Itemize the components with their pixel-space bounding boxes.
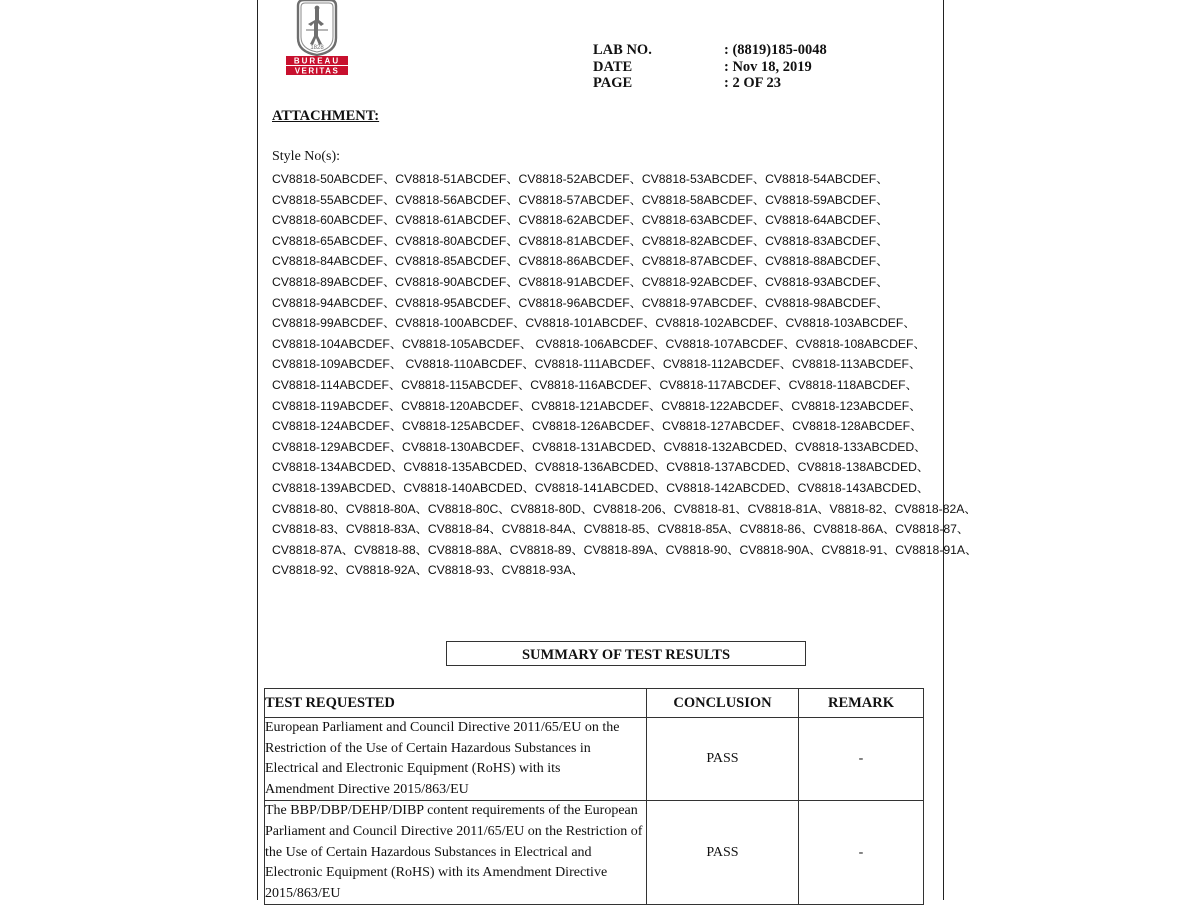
style-line: CV8818-87A、CV8818-88、CV8818-88A、CV8818-89、CV8818-89A、CV8818-90、CV8818-90A、CV8818-91、CV8818-91A、 xyxy=(272,542,978,557)
test-line: The BBP/DBP/DEHP/DIBP content requirements of the European xyxy=(265,803,638,819)
style-line: CV8818-94ABCDEF、CV8818-95ABCDEF、CV8818-96ABCDEF、CV8818-97ABCDEF、CV8818-98ABCDEF、 xyxy=(272,295,889,310)
style-line: CV8818-129ABCDEF、CV8818-130ABCDEF、CV8818-131ABCDED、CV8818-132ABCDED、CV8818-133ABCDED、 xyxy=(272,439,927,454)
style-line: CV8818-134ABCDED、CV8818-135ABCDED、CV8818-136ABCDED、CV8818-137ABCDED、CV8818-138ABCDED、 xyxy=(272,460,930,475)
svg-text:BUREAU: BUREAU xyxy=(293,56,341,66)
test-line: Restriction of the Use of Certain Hazardous Substances in xyxy=(265,740,591,756)
summary-title: SUMMARY OF TEST RESULTS xyxy=(446,641,806,666)
test-line: European Parliament and Council Directive 2011/65/EU on the xyxy=(265,720,620,735)
conclusion-cell: PASS xyxy=(647,801,799,905)
style-line: CV8818-124ABCDEF、CV8818-125ABCDEF、CV8818-126ABCDEF、CV8818-127ABCDEF、CV8818-128ABCDEF、 xyxy=(272,419,923,434)
page-row xyxy=(593,75,853,92)
style-line: CV8818-65ABCDEF、CV8818-80ABCDEF、CV8818-81ABCDEF、CV8818-82ABCDEF、CV8818-83ABCDEF、 xyxy=(272,233,889,248)
test-line: Electrical and Electronic Equipment (RoHS) with its xyxy=(265,761,561,777)
style-line: CV8818-119ABCDEF、CV8818-120ABCDEF、CV8818-121ABCDEF、CV8818-122ABCDEF、CV8818-123ABCDEF、 xyxy=(272,398,922,413)
style-line: CV8818-104ABCDEF、CV8818-105ABCDEF、 CV8818-106ABCDEF、CV8818-107ABCDEF、CV8818-108ABCDEF、 xyxy=(272,336,926,351)
lab-no-row xyxy=(593,42,853,59)
lab-no-label: LAB NO. xyxy=(593,42,652,58)
conclusion-cell: PASS xyxy=(647,718,799,801)
test-requested-cell xyxy=(265,801,647,905)
attachment-heading: ATTACHMENT: xyxy=(272,108,380,124)
logo-graphic xyxy=(286,0,348,76)
style-line: CV8818-99ABCDEF、CV8818-100ABCDEF、CV8818-101ABCDEF、CV8818-102ABCDEF、CV8818-103ABCDEF、 xyxy=(272,316,916,331)
style-line: CV8818-55ABCDEF、CV8818-56ABCDEF、CV8818-57ABCDEF、CV8818-58ABCDEF、CV8818-59ABCDEF、 xyxy=(272,192,889,207)
date-value: : Nov 18, 2019 xyxy=(724,58,812,75)
style-numbers-label: Style No(s): xyxy=(272,149,341,164)
test-requested-cell xyxy=(265,718,647,801)
results-table xyxy=(264,688,924,905)
test-line: 2015/863/EU xyxy=(265,885,341,901)
date-row xyxy=(593,59,853,76)
style-line: CV8818-50ABCDEF、CV8818-51ABCDEF、CV8818-52ABCDEF、CV8818-53ABCDEF、CV8818-54ABCDEF、 xyxy=(272,172,889,186)
style-line: CV8818-84ABCDEF、CV8818-85ABCDEF、CV8818-86ABCDEF、CV8818-87ABCDEF、CV8818-88ABCDEF、 xyxy=(272,254,889,269)
date-label: DATE xyxy=(593,58,633,75)
style-line: CV8818-109ABCDEF、 CV8818-110ABCDEF、CV8818-111ABCDEF、CV8818-112ABCDEF、CV8818-113ABCDEF、 xyxy=(272,357,922,372)
table-header-row xyxy=(265,689,924,718)
page-value: : 2 OF 23 xyxy=(724,75,782,91)
test-line: Amendment Directive 2015/863/EU xyxy=(265,781,469,797)
style-line: CV8818-83、CV8818-83A、CV8818-84、CV8818-84A、CV8818-85、CV8818-85A、CV8818-86、CV8818-86A、CV8818-87、 xyxy=(272,522,970,537)
table-row xyxy=(265,718,924,801)
header-remark: REMARK xyxy=(799,689,924,718)
header-test-requested: TEST REQUESTED xyxy=(265,689,647,718)
style-line: CV8818-60ABCDEF、CV8818-61ABCDEF、CV8818-62ABCDEF、CV8818-63ABCDEF、CV8818-64ABCDEF、 xyxy=(272,213,889,228)
style-line: CV8818-89ABCDEF、CV8818-90ABCDEF、CV8818-91ABCDEF、CV8818-92ABCDEF、CV8818-93ABCDEF、 xyxy=(272,274,889,289)
style-line: CV8818-139ABCDED、CV8818-140ABCDED、CV8818-141ABCDED、CV8818-142ABCDED、CV8818-143ABCDED、 xyxy=(272,480,930,495)
remark-cell: - xyxy=(799,801,924,905)
style-line: CV8818-114ABCDEF、CV8818-115ABCDEF、CV8818-116ABCDEF、CV8818-117ABCDEF、CV8818-118ABCDEF、 xyxy=(272,377,918,392)
svg-text:VERITAS: VERITAS xyxy=(294,66,340,76)
header-conclusion: CONCLUSION xyxy=(647,689,799,718)
table-row xyxy=(265,801,924,905)
report-header-info xyxy=(593,42,853,92)
lab-no-value: : (8819)185-0048 xyxy=(724,42,827,58)
style-numbers-list xyxy=(272,169,978,581)
test-line: the Use of Certain Hazardous Substances in Electrical and xyxy=(265,844,592,860)
test-line: Electronic Equipment (RoHS) with its Amendment Directive xyxy=(265,865,608,881)
svg-text:1828: 1828 xyxy=(310,45,324,51)
style-line: CV8818-92、CV8818-92A、CV8818-93、CV8818-93A、 xyxy=(272,563,584,578)
test-line: Parliament and Council Directive 2011/65/EU on the Restriction of xyxy=(265,823,643,839)
remark-cell: - xyxy=(799,718,924,801)
bureau-veritas-logo xyxy=(286,0,348,76)
page-label: PAGE xyxy=(593,75,633,91)
style-line: CV8818-80、CV8818-80A、CV8818-80C、CV8818-80D、CV8818-206、CV8818-81、CV8818-81A、V8818-82、CV8818-82A、 xyxy=(272,501,977,516)
